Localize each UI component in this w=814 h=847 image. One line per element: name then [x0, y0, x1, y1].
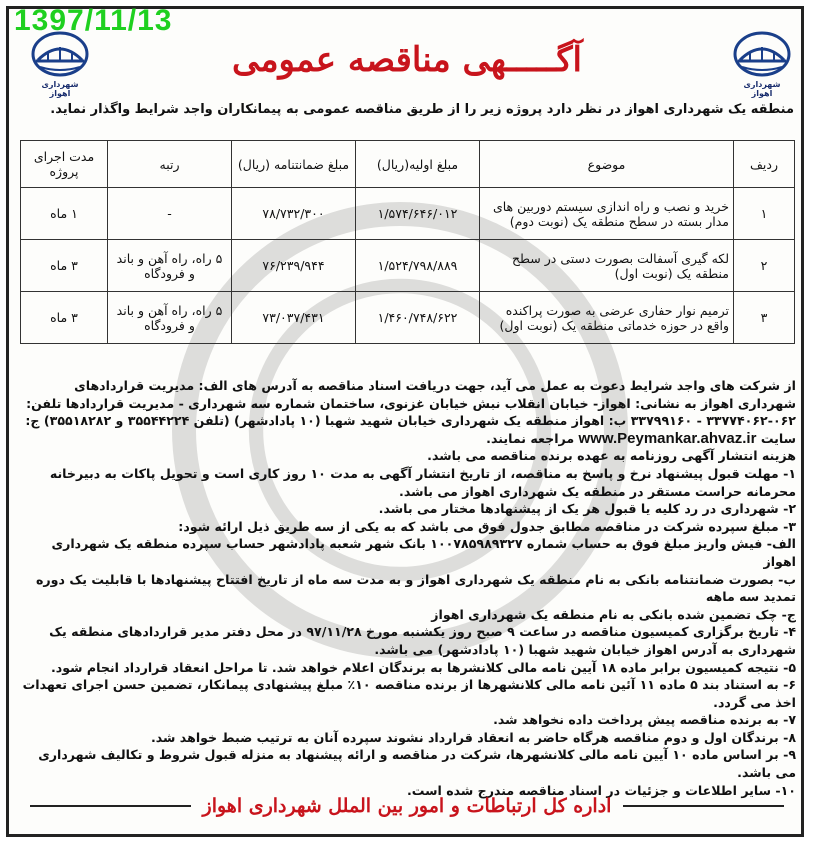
- row-subject: لکه گیری آسفالت بصورت دستی در سطح منطقه یک (نوبت اول): [480, 240, 734, 292]
- header-duration: مدت اجرای پروژه: [21, 141, 108, 188]
- tender-table: [20, 140, 795, 344]
- logo-caption: شهرداری اهواز: [743, 80, 781, 98]
- row-guarantee-amount: ۷۶/۲۳۹/۹۴۴: [232, 240, 356, 292]
- footer: [18, 792, 796, 820]
- header-row-number: ردیف: [734, 141, 795, 188]
- row-grade: ۵ راه، راه آهن و باند و فرودگاه: [108, 240, 232, 292]
- condition-item-3: ۳- مبلغ سپرده شرکت در مناقصه مطابق جدول فوق می باشد که به یکی از سه طریق ذیل ارائه شود:: [178, 518, 796, 534]
- condition-item-6: ۶- به استناد بند ۵ ماده ۱۱ آئین نامه مالی کلانشهرها از برنده مناقصه ۱۰٪ مبلغ پیشنهادی پیمانکار، تضمین حسن اجرای تعهدات اخذ می گردد.: [22, 677, 796, 710]
- website-link[interactable]: www.Peymankar.ahvaz.ir: [578, 429, 757, 447]
- row-number: ۱: [734, 188, 795, 240]
- row-number: ۳: [734, 292, 795, 344]
- row-subject: خرید و نصب و راه اندازی سیستم دوربین های مدار بسته در سطح منطقه یک (نوبت دوم): [480, 188, 734, 240]
- header-grade: رتبه: [108, 141, 232, 188]
- condition-item-4: ۴- تاریخ برگزاری کمیسیون مناقصه در ساعت ۹ صبح روز یکشنبه مورخ ۹۷/۱۱/۲۸ در محل دفتر مدیر قراردادهای منطقه یک شهرداری به آدرس اهواز خیابان شهید شهبا (۱۰ پادادشهر) می باشد.: [49, 624, 796, 657]
- row-duration: ۳ ماه: [21, 292, 108, 344]
- contact-paragraph: [18, 377, 796, 447]
- table-row: [21, 188, 795, 240]
- contact-text: از شرکت های واجد شرایط دعوت به عمل می آید، جهت دریافت اسناد مناقصه به آدرس های الف: مدیریت قراردادهای شهرداری اهواز به نشانی: اهواز- خیابان انقلاب نبش خیابان غزنوی، ساختمان شماره سه شهرداری - مدیریت قراردادها تلفن: ۰۶۲-۳۳۷۷۴۰۶۲ - ۳۳۷۹۹۱۶۰ ب: اهواز منطقه یک شهرداری خیابان شهید شهبا (۱۰ پادادشهر) (تلفن ۳۵۵۴۴۲۲۴ و ۳۵۵۱۸۲۸۲) ج: سایت: [25, 378, 796, 446]
- row-number: ۲: [734, 240, 795, 292]
- logo-caption: شهرداری اهواز: [41, 80, 79, 98]
- row-grade: -: [108, 188, 232, 240]
- row-duration: ۱ ماه: [21, 188, 108, 240]
- contact-text-end: مراجعه نمایند.: [486, 430, 575, 446]
- conditions-body: [18, 377, 796, 799]
- footer-divider: [623, 805, 784, 807]
- footer-office-name: اداره کل ارتباطات و امور بین الملل شهرداری اهواز: [202, 795, 612, 817]
- header-initial-amount: مبلغ اولیه(ریال): [356, 141, 480, 188]
- row-initial-amount: ۱/۴۶۰/۷۴۸/۶۲۲: [356, 292, 480, 344]
- notice-title: آگـــــهی مناقصه عمومی: [232, 40, 582, 80]
- condition-item-10: ۱۰- سایر اطلاعات و جزئیات در اسناد مناقصه مندرج شده است.: [407, 782, 796, 798]
- header-guarantee-amount: مبلغ ضمانتنامه (ریال): [232, 141, 356, 188]
- deposit-option-c: ج- چک تضمین شده بانکی به نام منطقه یک شهرداری اهواز: [431, 606, 796, 622]
- row-subject: ترمیم نوار حفاری عرضی به صورت پراکنده واقع در حوزه خدماتی منطقه یک (نوبت اول): [480, 292, 734, 344]
- table-row: [21, 240, 795, 292]
- deposit-option-a: الف- فیش واریز مبلغ فوق به حساب شماره ۱۰۰۷۸۵۹۸۹۳۲۷ بانک شهر شعبه پادادشهر حساب سپرده منطقه یک شهرداری اهواز: [51, 536, 796, 569]
- footer-divider: [30, 805, 191, 807]
- condition-item-9: ۹- بر اساس ماده ۱۰ آیین نامه مالی کلانشهرها، شرکت در مناقصه و ارائه پیشنهاد به منزله قبول شروط و تکالیف شهرداری می باشد.: [38, 747, 796, 781]
- row-guarantee-amount: ۷۳/۰۳۷/۴۳۱: [232, 292, 356, 344]
- date-stamp: 1397/11/13: [14, 4, 173, 37]
- condition-item-2: ۲- شهرداری در رد کلیه یا قبول هر یک از پیشنهادها مختار می باشد.: [378, 501, 796, 517]
- ad-cost-note: هزینه انتشار آگهی روزنامه به عهده برنده مناقصه می باشد.: [427, 448, 796, 464]
- row-initial-amount: ۱/۵۷۴/۶۴۶/۰۱۲: [356, 188, 480, 240]
- row-duration: ۳ ماه: [21, 240, 108, 292]
- row-initial-amount: ۱/۵۲۴/۷۹۸/۸۸۹: [356, 240, 480, 292]
- header-subject: موضوع: [480, 141, 734, 188]
- condition-item-5: ۵- نتیجه کمیسیون برابر ماده ۱۸ آیین نامه مالی کلانشرها به برندگان اعلام خواهد شد. تا مراحل انعقاد قرارداد انجام شود.: [50, 659, 796, 675]
- deposit-option-b: ب- بصورت ضمانتنامه بانکی به نام منطقه یک شهرداری اهواز و به مدت سه ماه از تاریخ افتتاح پیشنهادها با قابلیت یک دوره تمدید سه ماهه: [35, 571, 796, 605]
- condition-item-1: ۱- مهلت قبول پیشنهاد نرخ و پاسخ به مناقصه، از تاریخ انتشار آگهی به مدت ۱۰ روز کاری است و تحویل پاکات به دبیرخانه محرمانه حراست مستقر در منطقه یک شهرداری اهواز می باشد.: [49, 465, 796, 499]
- row-grade: ۵ راه، راه آهن و باند و فرودگاه: [108, 292, 232, 344]
- table-header-row: [21, 141, 795, 188]
- intro-text: منطقه یک شهرداری اهواز در نظر دارد پروژه زیر را از طریق مناقصه عمومی به پیمانکاران واجد شرایط واگذار نماید.: [50, 102, 794, 117]
- condition-item-8: ۸- برندگان اول و دوم مناقصه هرگاه حاضر به انعقاد قرارداد نشوند سپرده آنان به ترتیب ضبط خواهد شد.: [150, 729, 796, 745]
- row-guarantee-amount: ۷۸/۷۳۲/۳۰۰: [232, 188, 356, 240]
- condition-item-7: ۷- به برنده مناقصه پیش پرداخت داده نخواهد شد.: [493, 712, 796, 728]
- table-row: [21, 292, 795, 344]
